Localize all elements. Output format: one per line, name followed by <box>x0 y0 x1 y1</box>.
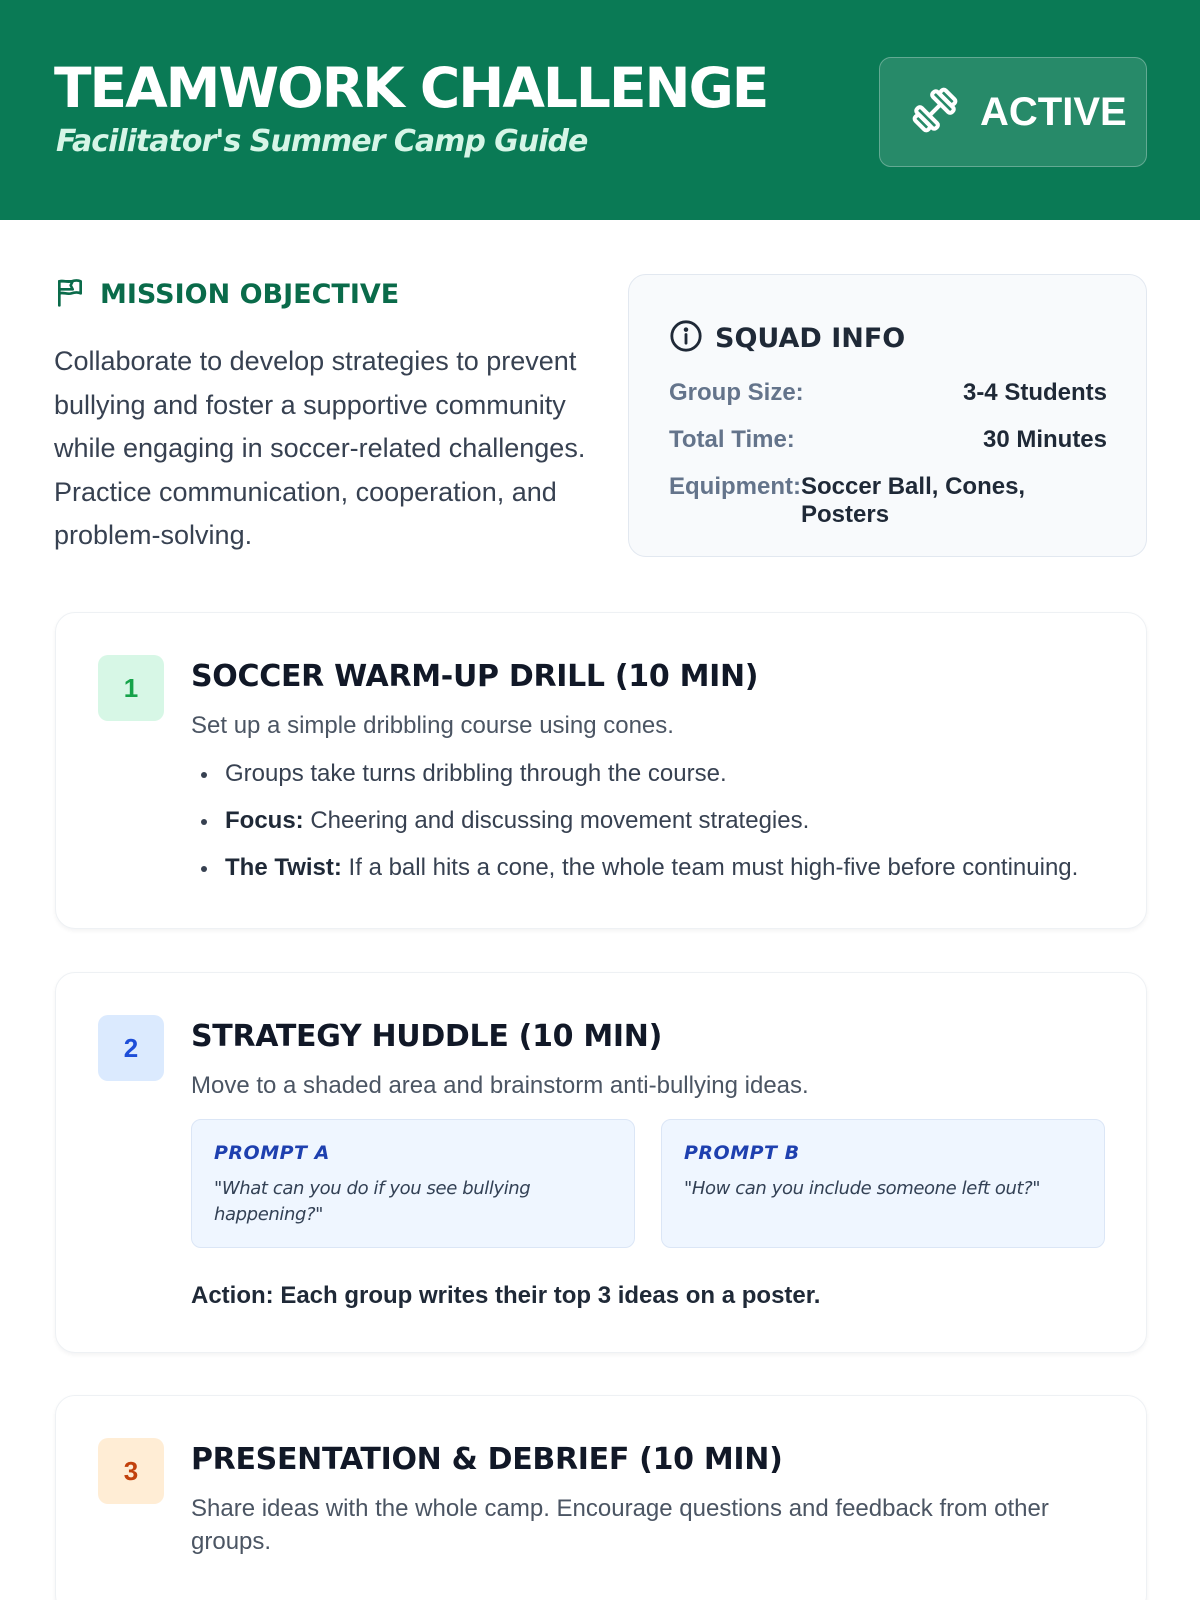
step-description: Set up a simple dribbling course using cones. <box>191 712 674 739</box>
bullet-text: If a ball hits a cone, the whole team must high-five before continuing. <box>341 854 1079 881</box>
info-label: Group Size: <box>669 379 804 406</box>
info-row-equipment <box>669 473 1107 529</box>
info-label: Equipment: <box>669 473 801 500</box>
step-title: SOCCER WARM-UP DRILL (10 MIN) <box>191 659 759 694</box>
page-title: TEAMWORK CHALLENGE <box>54 56 768 120</box>
info-value: 3-4 Students <box>962 379 1107 406</box>
step-card-3 <box>55 1395 1147 1600</box>
flag-icon <box>54 276 86 313</box>
step-number-badge: 3 <box>98 1438 164 1504</box>
info-row-total-time <box>669 426 1107 454</box>
bullet-text: Groups take turns dribbling through the course. <box>225 760 727 787</box>
status-text: ACTIVE <box>980 89 1127 134</box>
action-text: Action: Each group writes their top 3 ideas on a poster. <box>191 1282 821 1309</box>
prompt-text: "What can you do if you see bullying happening?" <box>214 1178 531 1225</box>
bullet-text: Cheering and discussing movement strategies. <box>303 807 810 834</box>
prompt-text: "How can you include someone left out?" <box>684 1178 1041 1199</box>
step-card-2 <box>55 972 1147 1353</box>
list-item <box>191 759 1078 806</box>
squad-info-card <box>628 274 1147 557</box>
list-item <box>191 853 1078 900</box>
info-row-group-size <box>669 379 1107 407</box>
objective-text: Collaborate to develop strategies to prevent bullying and foster a supportive community while engaging in soccer-related challenges. Practice communication, cooperation, and problem-solving. <box>54 346 586 550</box>
objective-heading <box>54 276 399 313</box>
status-badge <box>879 57 1147 167</box>
dumbbell-icon <box>908 83 962 142</box>
squad-info-title: SQUAD INFO <box>715 323 906 354</box>
info-value: 30 Minutes <box>982 426 1107 453</box>
step-description: Move to a shaded area and brainstorm anti-bullying ideas. <box>191 1072 809 1099</box>
squad-info-heading <box>669 319 905 358</box>
list-item <box>191 806 1078 853</box>
prompt-card-b <box>661 1119 1105 1248</box>
step-number-badge: 2 <box>98 1015 164 1081</box>
info-label: Total Time: <box>669 426 795 453</box>
page-subtitle: Facilitator's Summer Camp Guide <box>56 124 588 159</box>
prompt-label: PROMPT A <box>214 1142 330 1164</box>
step-number-badge: 1 <box>98 655 164 721</box>
info-value: Soccer Ball, Cones, Posters <box>801 473 1026 528</box>
step-title: PRESENTATION & DEBRIEF (10 MIN) <box>191 1442 783 1477</box>
step-card-1 <box>55 612 1147 929</box>
prompt-label: PROMPT B <box>684 1142 800 1164</box>
info-icon <box>669 319 703 358</box>
prompt-card-a <box>191 1119 635 1248</box>
step-description: Share ideas with the whole camp. Encourage questions and feedback from other groups. <box>191 1495 1049 1555</box>
bullet-bold: Focus: <box>225 807 304 834</box>
header-banner <box>0 0 1200 220</box>
step-title: STRATEGY HUDDLE (10 MIN) <box>191 1019 663 1054</box>
bullet-bold: The Twist: <box>225 854 342 881</box>
objective-title: MISSION OBJECTIVE <box>100 279 400 310</box>
step-bullet-list <box>191 759 1078 900</box>
